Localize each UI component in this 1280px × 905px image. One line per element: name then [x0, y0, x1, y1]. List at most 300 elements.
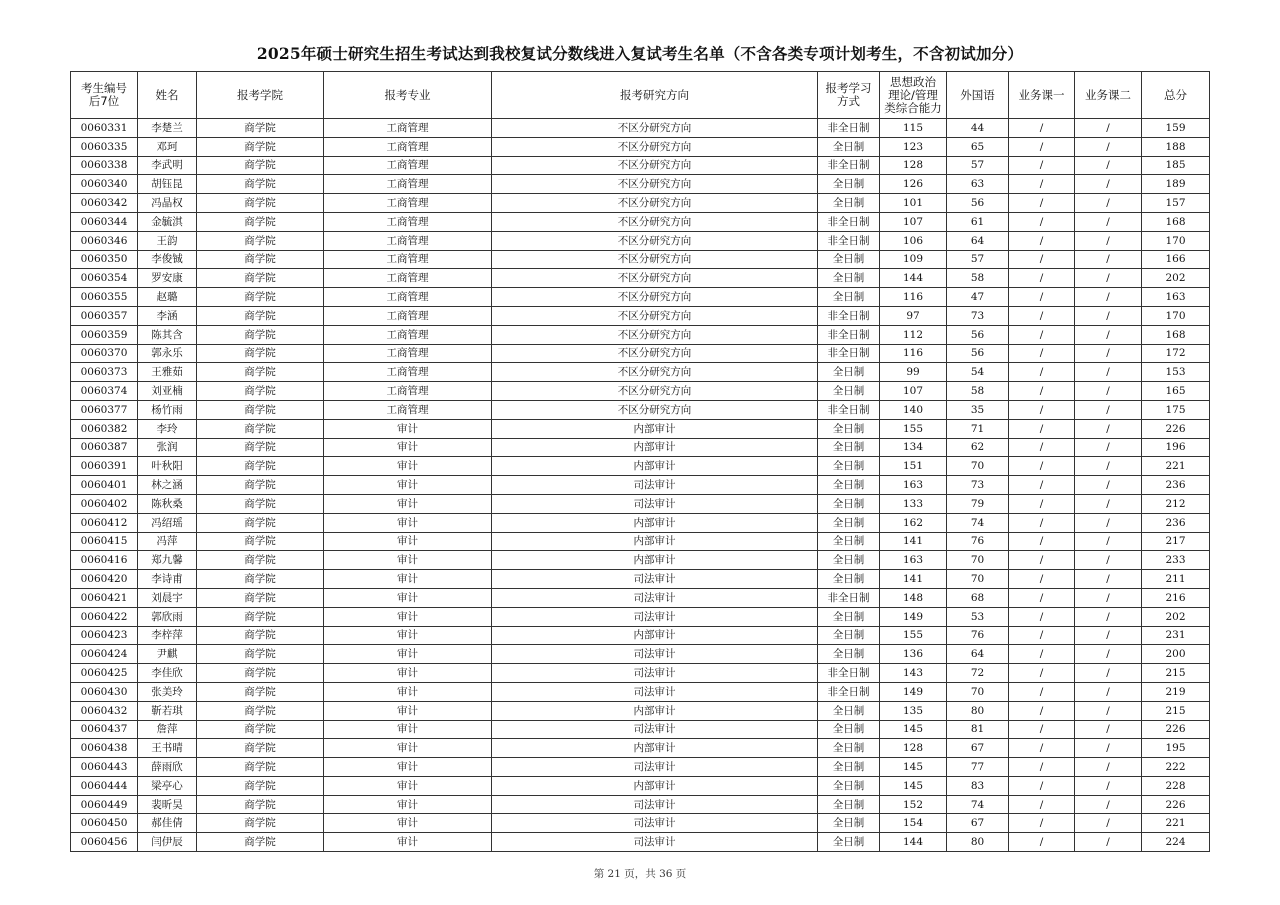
cell-major: 工商管理	[324, 288, 492, 307]
cell-name: 裴昕昊	[138, 795, 197, 814]
cell-course-two: /	[1075, 363, 1142, 382]
cell-course-one: /	[1009, 532, 1075, 551]
cell-total: 221	[1142, 814, 1210, 833]
table-row	[71, 588, 1210, 607]
cell-course-one: /	[1009, 588, 1075, 607]
cell-course-one: /	[1009, 833, 1075, 852]
cell-study-mode: 全日制	[818, 175, 880, 194]
cell-candidate-id: 0060344	[71, 212, 138, 231]
cell-research-direction: 不区分研究方向	[492, 212, 818, 231]
cell-total: 195	[1142, 739, 1210, 758]
cell-foreign-language: 62	[947, 438, 1009, 457]
cell-course-two: /	[1075, 175, 1142, 194]
table-row	[71, 551, 1210, 570]
cell-foreign-language: 83	[947, 776, 1009, 795]
cell-research-direction: 不区分研究方向	[492, 269, 818, 288]
cell-name: 李俊铖	[138, 250, 197, 269]
cell-college: 商学院	[197, 288, 324, 307]
cell-foreign-language: 57	[947, 250, 1009, 269]
cell-major: 审计	[324, 588, 492, 607]
cell-course-one: /	[1009, 382, 1075, 401]
cell-study-mode: 全日制	[818, 701, 880, 720]
cell-college: 商学院	[197, 306, 324, 325]
table-row	[71, 776, 1210, 795]
cell-major: 审计	[324, 701, 492, 720]
cell-research-direction: 司法审计	[492, 814, 818, 833]
cell-politics-score: 145	[880, 758, 947, 777]
cell-politics-score: 128	[880, 156, 947, 175]
cell-course-two: /	[1075, 626, 1142, 645]
table-row	[71, 476, 1210, 495]
cell-course-two: /	[1075, 344, 1142, 363]
cell-course-one: /	[1009, 795, 1075, 814]
cell-politics-score: 141	[880, 532, 947, 551]
cell-total: 185	[1142, 156, 1210, 175]
cell-course-two: /	[1075, 194, 1142, 213]
cell-course-one: /	[1009, 419, 1075, 438]
cell-course-two: /	[1075, 570, 1142, 589]
table-row	[71, 701, 1210, 720]
cell-total: 196	[1142, 438, 1210, 457]
cell-total: 153	[1142, 363, 1210, 382]
header-name	[138, 72, 197, 119]
cell-name: 尹麒	[138, 645, 197, 664]
table-row	[71, 570, 1210, 589]
cell-politics-score: 136	[880, 645, 947, 664]
cell-candidate-id: 0060444	[71, 776, 138, 795]
cell-foreign-language: 73	[947, 306, 1009, 325]
table-row	[71, 400, 1210, 419]
cell-candidate-id: 0060415	[71, 532, 138, 551]
cell-politics-score: 151	[880, 457, 947, 476]
cell-course-one: /	[1009, 119, 1075, 138]
cell-course-two: /	[1075, 664, 1142, 683]
cell-politics-score: 145	[880, 720, 947, 739]
cell-name: 张美玲	[138, 682, 197, 701]
cell-major: 审计	[324, 795, 492, 814]
cell-politics-score: 134	[880, 438, 947, 457]
cell-study-mode: 全日制	[818, 645, 880, 664]
header-major	[324, 72, 492, 119]
cell-candidate-id: 0060425	[71, 664, 138, 683]
cell-major: 工商管理	[324, 119, 492, 138]
cell-politics-score: 144	[880, 833, 947, 852]
cell-major: 审计	[324, 476, 492, 495]
cell-research-direction: 内部审计	[492, 551, 818, 570]
cell-major: 审计	[324, 758, 492, 777]
cell-college: 商学院	[197, 457, 324, 476]
cell-major: 审计	[324, 626, 492, 645]
cell-course-two: /	[1075, 532, 1142, 551]
cell-major: 审计	[324, 513, 492, 532]
cell-research-direction: 不区分研究方向	[492, 306, 818, 325]
cell-foreign-language: 67	[947, 739, 1009, 758]
cell-course-one: /	[1009, 344, 1075, 363]
cell-name: 杨竹雨	[138, 400, 197, 419]
cell-research-direction: 司法审计	[492, 476, 818, 495]
cell-name: 詹萍	[138, 720, 197, 739]
cell-course-two: /	[1075, 701, 1142, 720]
cell-study-mode: 非全日制	[818, 400, 880, 419]
cell-major: 工商管理	[324, 344, 492, 363]
cell-politics-score: 99	[880, 363, 947, 382]
cell-college: 商学院	[197, 382, 324, 401]
cell-candidate-id: 0060346	[71, 231, 138, 250]
cell-course-two: /	[1075, 382, 1142, 401]
table-body	[71, 119, 1210, 852]
cell-research-direction: 内部审计	[492, 438, 818, 457]
cell-course-one: /	[1009, 306, 1075, 325]
cell-politics-score: 152	[880, 795, 947, 814]
cell-politics-score: 143	[880, 664, 947, 683]
cell-course-one: /	[1009, 325, 1075, 344]
table-row	[71, 645, 1210, 664]
cell-foreign-language: 58	[947, 269, 1009, 288]
cell-study-mode: 全日制	[818, 137, 880, 156]
cell-college: 商学院	[197, 664, 324, 683]
cell-name: 薛雨欣	[138, 758, 197, 777]
cell-course-two: /	[1075, 513, 1142, 532]
cell-research-direction: 内部审计	[492, 457, 818, 476]
table-row	[71, 532, 1210, 551]
cell-course-one: /	[1009, 476, 1075, 495]
cell-course-one: /	[1009, 739, 1075, 758]
cell-candidate-id: 0060354	[71, 269, 138, 288]
cell-major: 审计	[324, 739, 492, 758]
cell-course-two: /	[1075, 438, 1142, 457]
cell-study-mode: 全日制	[818, 720, 880, 739]
cell-course-one: /	[1009, 664, 1075, 683]
cell-college: 商学院	[197, 701, 324, 720]
cell-total: 172	[1142, 344, 1210, 363]
cell-course-two: /	[1075, 588, 1142, 607]
cell-foreign-language: 35	[947, 400, 1009, 419]
cell-course-two: /	[1075, 645, 1142, 664]
cell-total: 168	[1142, 325, 1210, 344]
table-row	[71, 607, 1210, 626]
table-row	[71, 438, 1210, 457]
cell-major: 审计	[324, 494, 492, 513]
cell-foreign-language: 65	[947, 137, 1009, 156]
cell-course-two: /	[1075, 776, 1142, 795]
cell-college: 商学院	[197, 494, 324, 513]
cell-foreign-language: 71	[947, 419, 1009, 438]
table-row	[71, 457, 1210, 476]
header-foreign-language-label: 外国语	[960, 87, 995, 102]
cell-foreign-language: 56	[947, 325, 1009, 344]
cell-course-one: /	[1009, 607, 1075, 626]
cell-major: 工商管理	[324, 175, 492, 194]
cell-total: 189	[1142, 175, 1210, 194]
cell-candidate-id: 0060357	[71, 306, 138, 325]
cell-college: 商学院	[197, 438, 324, 457]
cell-college: 商学院	[197, 400, 324, 419]
cell-foreign-language: 54	[947, 363, 1009, 382]
cell-name: 梁亭心	[138, 776, 197, 795]
cell-major: 工商管理	[324, 400, 492, 419]
cell-total: 200	[1142, 645, 1210, 664]
cell-college: 商学院	[197, 551, 324, 570]
cell-course-two: /	[1075, 814, 1142, 833]
cell-course-two: /	[1075, 457, 1142, 476]
cell-total: 168	[1142, 212, 1210, 231]
cell-name: 刘亚楠	[138, 382, 197, 401]
cell-course-two: /	[1075, 739, 1142, 758]
cell-politics-score: 116	[880, 344, 947, 363]
cell-study-mode: 非全日制	[818, 325, 880, 344]
cell-name: 王韵	[138, 231, 197, 250]
cell-course-one: /	[1009, 156, 1075, 175]
cell-total: 163	[1142, 288, 1210, 307]
cell-study-mode: 非全日制	[818, 588, 880, 607]
header-college	[197, 72, 324, 119]
cell-candidate-id: 0060377	[71, 400, 138, 419]
cell-foreign-language: 56	[947, 194, 1009, 213]
cell-major: 工商管理	[324, 194, 492, 213]
cell-candidate-id: 0060338	[71, 156, 138, 175]
cell-major: 工商管理	[324, 250, 492, 269]
cell-total: 202	[1142, 269, 1210, 288]
cell-college: 商学院	[197, 758, 324, 777]
cell-study-mode: 全日制	[818, 250, 880, 269]
cell-politics-score: 140	[880, 400, 947, 419]
cell-college: 商学院	[197, 645, 324, 664]
cell-total: 175	[1142, 400, 1210, 419]
table-row	[71, 137, 1210, 156]
cell-course-one: /	[1009, 288, 1075, 307]
cell-foreign-language: 70	[947, 570, 1009, 589]
cell-study-mode: 非全日制	[818, 231, 880, 250]
cell-major: 工商管理	[324, 306, 492, 325]
cell-research-direction: 不区分研究方向	[492, 194, 818, 213]
cell-study-mode: 全日制	[818, 288, 880, 307]
cell-course-one: /	[1009, 551, 1075, 570]
header-course-two	[1075, 72, 1142, 119]
cell-college: 商学院	[197, 175, 324, 194]
cell-major: 工商管理	[324, 325, 492, 344]
table-row	[71, 720, 1210, 739]
header-politics-score	[880, 72, 947, 119]
cell-politics-score: 123	[880, 137, 947, 156]
cell-foreign-language: 53	[947, 607, 1009, 626]
table-row	[71, 363, 1210, 382]
cell-study-mode: 全日制	[818, 607, 880, 626]
cell-study-mode: 全日制	[818, 382, 880, 401]
cell-study-mode: 全日制	[818, 494, 880, 513]
cell-college: 商学院	[197, 570, 324, 589]
cell-candidate-id: 0060416	[71, 551, 138, 570]
cell-foreign-language: 70	[947, 682, 1009, 701]
cell-politics-score: 116	[880, 288, 947, 307]
cell-total: 170	[1142, 231, 1210, 250]
cell-course-two: /	[1075, 682, 1142, 701]
cell-name: 罗安康	[138, 269, 197, 288]
cell-course-one: /	[1009, 701, 1075, 720]
cell-foreign-language: 81	[947, 720, 1009, 739]
table-row	[71, 231, 1210, 250]
cell-research-direction: 不区分研究方向	[492, 400, 818, 419]
cell-research-direction: 司法审计	[492, 833, 818, 852]
cell-name: 赵璐	[138, 288, 197, 307]
cell-foreign-language: 73	[947, 476, 1009, 495]
table-row	[71, 175, 1210, 194]
cell-course-two: /	[1075, 476, 1142, 495]
cell-study-mode: 非全日制	[818, 119, 880, 138]
cell-politics-score: 141	[880, 570, 947, 589]
header-major-label: 报考专业	[384, 87, 431, 102]
cell-major: 审计	[324, 570, 492, 589]
cell-college: 商学院	[197, 137, 324, 156]
cell-college: 商学院	[197, 476, 324, 495]
header-research-direction-label: 报考研究方向	[620, 87, 689, 102]
cell-research-direction: 司法审计	[492, 607, 818, 626]
cell-major: 审计	[324, 720, 492, 739]
cell-study-mode: 非全日制	[818, 682, 880, 701]
table-row	[71, 250, 1210, 269]
cell-candidate-id: 0060373	[71, 363, 138, 382]
cell-course-one: /	[1009, 212, 1075, 231]
cell-course-one: /	[1009, 269, 1075, 288]
cell-college: 商学院	[197, 607, 324, 626]
cell-politics-score: 155	[880, 419, 947, 438]
cell-course-two: /	[1075, 212, 1142, 231]
cell-candidate-id: 0060387	[71, 438, 138, 457]
cell-study-mode: 全日制	[818, 532, 880, 551]
header-study-mode-label: 报考学习 方式	[825, 81, 872, 108]
header-candidate-id-label: 考生编号 后7位	[81, 81, 127, 108]
table-row	[71, 119, 1210, 138]
cell-course-one: /	[1009, 194, 1075, 213]
cell-study-mode: 全日制	[818, 194, 880, 213]
cell-course-two: /	[1075, 306, 1142, 325]
cell-major: 审计	[324, 814, 492, 833]
cell-research-direction: 不区分研究方向	[492, 119, 818, 138]
cell-name: 李梓萍	[138, 626, 197, 645]
cell-college: 商学院	[197, 231, 324, 250]
cell-politics-score: 107	[880, 382, 947, 401]
cell-research-direction: 司法审计	[492, 494, 818, 513]
cell-major: 审计	[324, 607, 492, 626]
cell-candidate-id: 0060456	[71, 833, 138, 852]
cell-politics-score: 149	[880, 607, 947, 626]
cell-total: 157	[1142, 194, 1210, 213]
cell-major: 审计	[324, 833, 492, 852]
cell-total: 216	[1142, 588, 1210, 607]
cell-course-one: /	[1009, 400, 1075, 419]
cell-course-two: /	[1075, 795, 1142, 814]
cell-major: 工商管理	[324, 269, 492, 288]
cell-total: 228	[1142, 776, 1210, 795]
table-row	[71, 833, 1210, 852]
cell-candidate-id: 0060335	[71, 137, 138, 156]
cell-course-one: /	[1009, 457, 1075, 476]
cell-research-direction: 司法审计	[492, 720, 818, 739]
cell-major: 工商管理	[324, 231, 492, 250]
cell-research-direction: 内部审计	[492, 626, 818, 645]
cell-name: 闫伊辰	[138, 833, 197, 852]
header-college-label: 报考学院	[237, 87, 283, 102]
table-row	[71, 194, 1210, 213]
cell-research-direction: 不区分研究方向	[492, 137, 818, 156]
cell-name: 郝佳倩	[138, 814, 197, 833]
cell-foreign-language: 70	[947, 551, 1009, 570]
cell-course-one: /	[1009, 231, 1075, 250]
cell-course-one: /	[1009, 438, 1075, 457]
cell-course-one: /	[1009, 570, 1075, 589]
cell-total: 217	[1142, 532, 1210, 551]
cell-college: 商学院	[197, 776, 324, 795]
cell-study-mode: 非全日制	[818, 156, 880, 175]
cell-research-direction: 不区分研究方向	[492, 288, 818, 307]
cell-study-mode: 全日制	[818, 438, 880, 457]
cell-candidate-id: 0060374	[71, 382, 138, 401]
cell-research-direction: 司法审计	[492, 645, 818, 664]
cell-college: 商学院	[197, 212, 324, 231]
cell-candidate-id: 0060430	[71, 682, 138, 701]
cell-research-direction: 不区分研究方向	[492, 175, 818, 194]
cell-college: 商学院	[197, 250, 324, 269]
cell-course-two: /	[1075, 269, 1142, 288]
cell-study-mode: 全日制	[818, 570, 880, 589]
cell-course-two: /	[1075, 607, 1142, 626]
cell-course-two: /	[1075, 250, 1142, 269]
cell-study-mode: 全日制	[818, 776, 880, 795]
cell-major: 工商管理	[324, 156, 492, 175]
table-header-row	[71, 72, 1210, 119]
cell-college: 商学院	[197, 720, 324, 739]
cell-foreign-language: 67	[947, 814, 1009, 833]
table-row	[71, 814, 1210, 833]
cell-name: 林之涵	[138, 476, 197, 495]
cell-study-mode: 全日制	[818, 739, 880, 758]
cell-course-two: /	[1075, 419, 1142, 438]
cell-candidate-id: 0060422	[71, 607, 138, 626]
table-row	[71, 795, 1210, 814]
cell-name: 李玲	[138, 419, 197, 438]
cell-research-direction: 内部审计	[492, 701, 818, 720]
cell-politics-score: 115	[880, 119, 947, 138]
cell-college: 商学院	[197, 739, 324, 758]
cell-foreign-language: 76	[947, 626, 1009, 645]
cell-study-mode: 全日制	[818, 419, 880, 438]
header-study-mode	[818, 72, 880, 119]
cell-college: 商学院	[197, 419, 324, 438]
cell-major: 审计	[324, 532, 492, 551]
cell-total: 215	[1142, 701, 1210, 720]
cell-foreign-language: 79	[947, 494, 1009, 513]
cell-study-mode: 全日制	[818, 795, 880, 814]
cell-politics-score: 133	[880, 494, 947, 513]
cell-major: 审计	[324, 776, 492, 795]
cell-foreign-language: 80	[947, 701, 1009, 720]
header-course-one	[1009, 72, 1075, 119]
cell-study-mode: 全日制	[818, 457, 880, 476]
cell-name: 张润	[138, 438, 197, 457]
cell-research-direction: 司法审计	[492, 682, 818, 701]
cell-course-one: /	[1009, 720, 1075, 739]
header-politics-score-label: 思想政治 理论/管理 类综合能力	[884, 74, 942, 115]
cell-study-mode: 非全日制	[818, 306, 880, 325]
cell-college: 商学院	[197, 269, 324, 288]
cell-politics-score: 144	[880, 269, 947, 288]
cell-total: 233	[1142, 551, 1210, 570]
cell-candidate-id: 0060342	[71, 194, 138, 213]
cell-major: 审计	[324, 457, 492, 476]
cell-candidate-id: 0060424	[71, 645, 138, 664]
cell-major: 审计	[324, 645, 492, 664]
cell-course-one: /	[1009, 175, 1075, 194]
cell-course-two: /	[1075, 156, 1142, 175]
